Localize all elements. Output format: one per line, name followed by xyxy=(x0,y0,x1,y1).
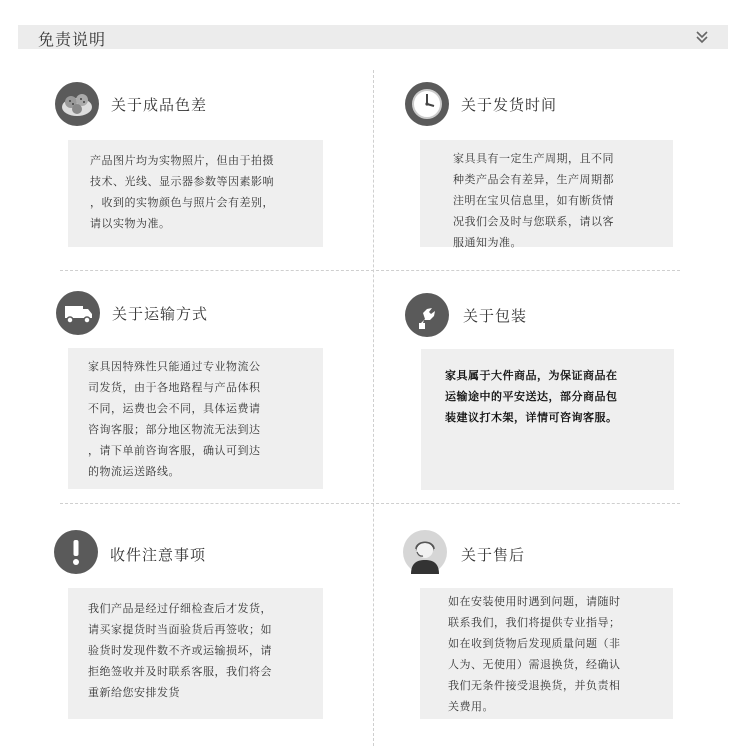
section-title: 关于售后 xyxy=(461,546,526,564)
info-box xyxy=(420,588,673,719)
info-text: 家具具有一定生产周期，且不同 种类产品会有差异，生产周期都 注明在宝贝信息里，如有断货情 况我们会及时与您联系，请以客 服通知为准。 xyxy=(453,152,614,249)
info-box xyxy=(68,348,323,489)
row-divider xyxy=(60,503,680,504)
cookies-plate-icon xyxy=(55,82,99,126)
page-title: 免责说明 xyxy=(38,30,107,49)
info-text: 家具因特殊性只能通过专业物流公 司发货，由于各地路程与产品体积 不同，运费也会不同，具体运费请 咨询客服；部分地区物流无法到达 ，请下单前咨询客服，确认可到达 的物流运送路线。 xyxy=(88,360,261,478)
customer-service-agent-icon xyxy=(403,530,447,574)
truck-icon xyxy=(56,291,100,335)
clock-icon xyxy=(405,82,449,126)
section-title: 关于成品色差 xyxy=(111,96,208,114)
section-title: 关于发货时间 xyxy=(461,96,558,114)
info-box xyxy=(421,349,674,490)
double-chevron-down-icon[interactable] xyxy=(694,28,710,46)
column-divider xyxy=(373,70,374,746)
disclaimer-header[interactable] xyxy=(18,25,728,49)
info-box xyxy=(68,588,323,719)
wrench-hand-icon xyxy=(405,293,449,337)
section-title: 关于运输方式 xyxy=(112,305,209,323)
info-box xyxy=(68,140,323,247)
exclamation-icon xyxy=(54,530,98,574)
section-title: 关于包装 xyxy=(463,307,528,325)
info-text: 产品图片均为实物照片，但由于拍摄 技术、光线、显示器参数等因素影响 ，收到的实物颜色与照片会有差别， 请以实物为准。 xyxy=(90,154,274,230)
row-divider xyxy=(60,270,680,271)
info-text: 我们产品是经过仔细检查后才发货， 请买家提货时当面验货后再签收；如 验货时发现件数不齐或运输损坏，请 拒绝签收并及时联系客服，我们将会 重新给您安排发货 xyxy=(88,602,272,699)
section-title: 收件注意事项 xyxy=(110,546,207,564)
info-box xyxy=(420,140,673,247)
info-text: 如在安装使用时遇到问题，请随时 联系我们，我们将提供专业指导； 如在收到货物后发现质量问题（非 人为、无使用）需退换货，经确认 我们无条件接受退换货，并负责相 关费用。 xyxy=(448,595,621,713)
info-text: 家具属于大件商品，为保证商品在 运输途中的平安送达，部分商品包 装建议打木架，详情可咨询客服。 xyxy=(445,369,618,424)
